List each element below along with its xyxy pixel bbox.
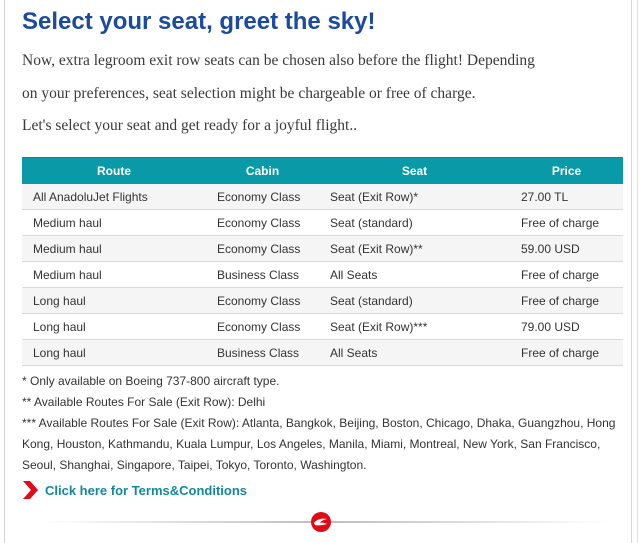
intro-line-1: Now, extra legroom exit row seats can be chosen also before the flight! Depending [22, 52, 535, 69]
cell-route: Long haul [22, 288, 206, 314]
cell-price: Free of charge [510, 288, 623, 314]
cell-cabin: Business Class [206, 340, 319, 366]
cell-cabin: Economy Class [206, 210, 319, 236]
cell-route: Long haul [22, 314, 206, 340]
header-route: Route [22, 158, 206, 185]
table-header-row [22, 158, 623, 185]
table-row [22, 314, 623, 340]
header-seat: Seat [319, 158, 510, 185]
scroll-border [637, 0, 638, 543]
cell-route: All AnadoluJet Flights [22, 184, 206, 210]
cell-cabin: Economy Class [206, 314, 319, 340]
cell-seat: All Seats [319, 340, 510, 366]
cell-route: Medium haul [22, 210, 206, 236]
left-border [4, 0, 5, 543]
right-border [631, 0, 632, 543]
table-row [22, 184, 623, 210]
header-price: Price [510, 158, 623, 185]
seat-price-table [22, 157, 623, 366]
cell-price: 79.00 USD [510, 314, 623, 340]
cell-price: 59.00 USD [510, 236, 623, 262]
table-row [22, 210, 623, 236]
cell-price: Free of charge [510, 210, 623, 236]
red-chevron-right-icon [22, 480, 39, 500]
header-cabin: Cabin [206, 158, 319, 185]
cell-seat: Seat (Exit Row)* [319, 184, 510, 210]
turkish-airlines-bird-icon [310, 511, 332, 533]
cell-price: 27.00 TL [510, 184, 623, 210]
terms-conditions-link[interactable] [22, 480, 247, 500]
terms-conditions-label: Click here for Terms&Conditions [45, 482, 248, 498]
table-row [22, 288, 623, 314]
cell-seat: Seat (standard) [319, 288, 510, 314]
footnote-1: * Only available on Boeing 737-800 aircraft type. [22, 374, 280, 388]
cell-seat: Seat (Exit Row)** [319, 236, 510, 262]
page-title: Select your seat, greet the sky! [22, 8, 376, 35]
cell-cabin: Economy Class [206, 236, 319, 262]
footnote-2: ** Available Routes For Sale (Exit Row): Delhi [22, 395, 266, 409]
cell-price: Free of charge [510, 340, 623, 366]
cell-seat: All Seats [319, 262, 510, 288]
cell-price: Free of charge [510, 262, 623, 288]
cell-route: Medium haul [22, 236, 206, 262]
cell-route: Medium haul [22, 262, 206, 288]
intro-line-3: Let's select your seat and get ready for a joyful flight.. [22, 117, 358, 134]
cell-cabin: Economy Class [206, 184, 319, 210]
table-row [22, 262, 623, 288]
cell-route: Long haul [22, 340, 206, 366]
cell-cabin: Business Class [206, 262, 319, 288]
cell-cabin: Economy Class [206, 288, 319, 314]
table-row [22, 340, 623, 366]
intro-line-2: on your preferences, seat selection might be chargeable or free of charge. [22, 85, 476, 102]
cell-seat: Seat (Exit Row)*** [319, 314, 510, 340]
footnote-3: *** Available Routes For Sale (Exit Row): Atlanta, Bangkok, Beijing, Boston, Chicago, Dhaka, Guangzhou, Hong Kong, Houston, Kathmandu, Kuala Lumpur, Los Angeles, Manila, Miami, Montreal, New York, San Francisco, Seoul, Shanghai, Singapore, Taipei, Tokyo, Toronto, Washington. [22, 416, 616, 472]
table-row [22, 236, 623, 262]
cell-seat: Seat (standard) [319, 210, 510, 236]
